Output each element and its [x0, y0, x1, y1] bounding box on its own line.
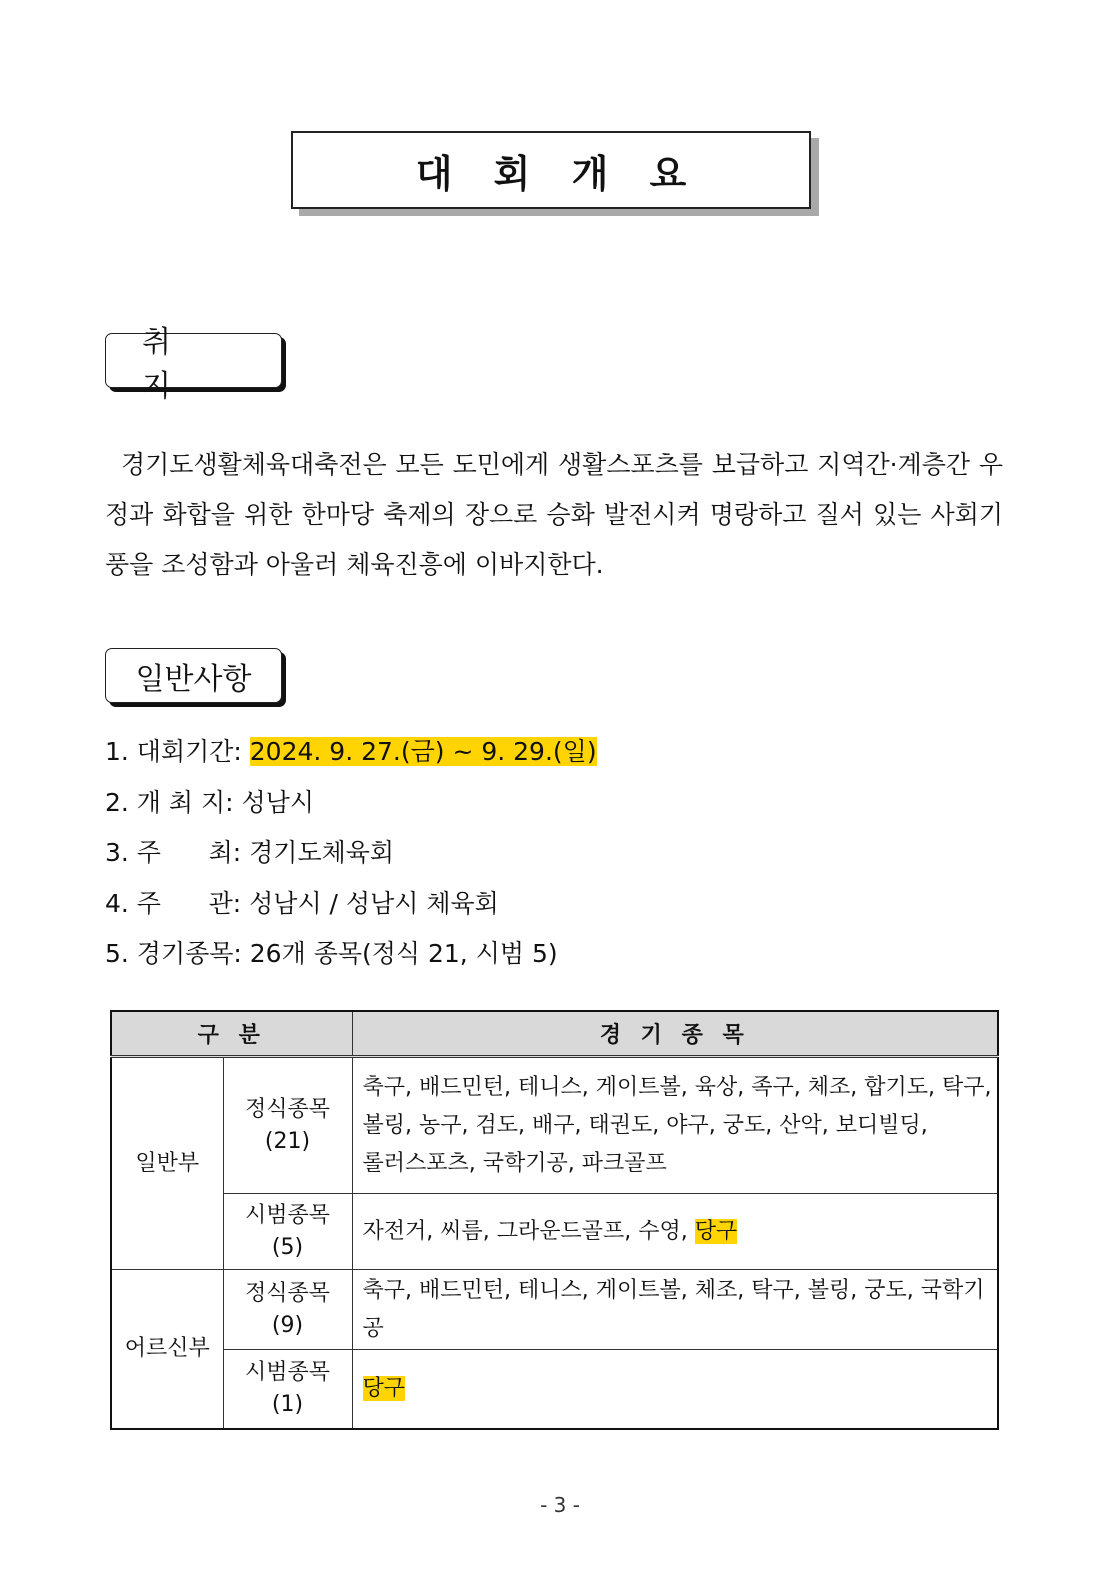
info-label: 2. 개 최 지:	[105, 787, 242, 817]
info-label: 1. 대회기간:	[105, 737, 250, 766]
section-heading-general	[105, 648, 282, 703]
sports-text: 자전거, 씨름, 그라운드골프, 수영,	[362, 1218, 695, 1244]
category-label: 시범종목	[245, 1359, 331, 1385]
division-general: 일반부	[111, 1057, 223, 1270]
official-category-cell	[223, 1057, 352, 1194]
section-heading-purpose-label: 취 지	[142, 324, 207, 404]
demo-sports-cell	[352, 1350, 998, 1429]
info-label: 4. 주 관:	[105, 888, 250, 918]
official-sports-cell: 축구, 배드민턴, 테니스, 게이트볼, 체조, 탁구, 볼링, 궁도, 국학기공	[352, 1270, 998, 1350]
category-count: (21)	[264, 1128, 311, 1154]
table-row	[111, 1057, 998, 1194]
category-count: (1)	[271, 1391, 304, 1417]
sports-table	[110, 1010, 999, 1430]
category-label: 정식종목	[245, 1280, 331, 1306]
info-value: 성남시	[241, 787, 314, 817]
category-label: 시범종목	[245, 1202, 331, 1228]
sports-line: 볼링, 농구, 검도, 배구, 태권도, 야구, 궁도, 산악, 보디빌딩,	[362, 1112, 928, 1138]
info-value: 성남시 / 성남시 체육회	[249, 888, 499, 918]
table-row	[111, 1350, 998, 1429]
general-info-list	[105, 727, 1005, 980]
page-number: - 3 -	[540, 1493, 580, 1517]
sports-highlight: 당구	[362, 1375, 406, 1401]
header-sports: 경 기 종 목	[352, 1011, 998, 1057]
info-value: 26개 종목(정식 21, 시범 5)	[249, 939, 558, 968]
document-title-box	[291, 131, 811, 209]
sports-line: 롤러스포츠, 국학기공, 파크골프	[362, 1150, 667, 1176]
division-senior: 어르신부	[111, 1270, 223, 1429]
category-count: (5)	[271, 1234, 304, 1260]
info-value-highlighted: 2024. 9. 27.(금) ~ 9. 29.(일)	[249, 737, 597, 766]
purpose-paragraph: 경기도생활체육대축전은 모든 도민에게 생활스포츠를 보급하고 지역간·계층간 우정과 화합을 위한 한마당 축제의 장으로 승화 발전시켜 명랑하고 질서 있는 사회기풍을 조성함과 아울러 체육진흥에 이바지한다.	[105, 450, 1003, 579]
sports-highlight: 당구	[694, 1218, 738, 1244]
table-row	[111, 1194, 998, 1270]
document-title: 대 회 개 요	[415, 151, 701, 196]
category-count: (9)	[271, 1312, 304, 1338]
table-row	[111, 1270, 998, 1350]
info-row-venue	[105, 778, 1005, 829]
official-category-cell	[223, 1270, 352, 1350]
info-label: 5. 경기종목:	[105, 939, 250, 968]
info-row-period	[105, 727, 1005, 778]
category-label: 정식종목	[245, 1096, 331, 1122]
info-label: 3. 주 최:	[105, 838, 250, 867]
info-row-host	[105, 828, 1005, 879]
info-row-events	[105, 929, 1005, 980]
official-sports-cell	[352, 1057, 998, 1194]
header-category: 구 분	[111, 1011, 352, 1057]
table-header-row	[111, 1011, 998, 1057]
info-value: 경기도체육회	[249, 838, 395, 867]
info-row-organizer	[105, 879, 1005, 930]
demo-category-cell	[223, 1194, 352, 1270]
demo-sports-cell	[352, 1194, 998, 1270]
demo-category-cell	[223, 1350, 352, 1429]
section-heading-general-label: 일반사항	[135, 661, 252, 697]
sports-line: 축구, 배드민턴, 테니스, 게이트볼, 육상, 족구, 체조, 합기도, 탁구,	[362, 1074, 992, 1100]
section-heading-purpose	[105, 324, 282, 404]
